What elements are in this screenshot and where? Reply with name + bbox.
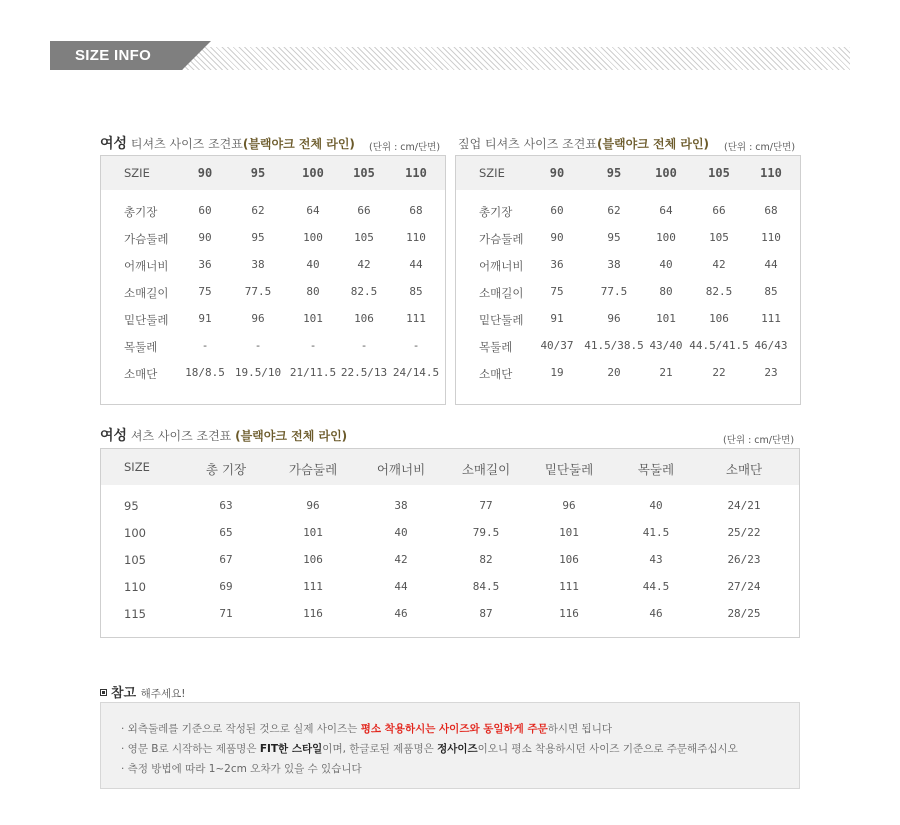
women-shirt-cell: 46 bbox=[394, 607, 408, 620]
notes-box bbox=[100, 702, 800, 789]
women-tee-cell: 42 bbox=[357, 258, 371, 271]
zip-tee-cell: 110 bbox=[761, 231, 781, 244]
women-tee-table bbox=[100, 155, 446, 405]
women-tee-cell: 80 bbox=[306, 285, 320, 298]
zip-tee-cell: 82.5 bbox=[705, 285, 733, 298]
note-line-1 bbox=[121, 721, 612, 736]
women-tee-cell: - bbox=[309, 339, 317, 352]
women-tee-size-col: 110 bbox=[405, 166, 427, 180]
women-tee-cell: 64 bbox=[306, 204, 320, 217]
women-tee-cell: 106 bbox=[354, 312, 374, 325]
zip-tee-cell: 64 bbox=[659, 204, 673, 217]
zip-tee-cell: 60 bbox=[550, 204, 564, 217]
women-shirt-cell: 106 bbox=[559, 553, 579, 566]
women-shirt-table bbox=[100, 448, 800, 638]
women-shirt-row-size: 100 bbox=[124, 526, 146, 540]
women-shirt-cell: 26/23 bbox=[727, 553, 761, 566]
women-tee-size-header: SZIE bbox=[124, 166, 150, 180]
zip-tee-cell: 100 bbox=[656, 231, 676, 244]
women-tee-title bbox=[100, 133, 355, 153]
women-shirt-row-size: 110 bbox=[124, 580, 146, 594]
women-tee-row-label: 총기장 bbox=[124, 205, 158, 219]
note-line-2-fit: FIT한 스타일 bbox=[259, 743, 323, 755]
women-tee-row-label: 밑단둘레 bbox=[124, 313, 169, 327]
zip-tee-size-header: SZIE bbox=[479, 166, 505, 180]
note-line-1-highlight: 평소 착용하시는 사이즈와 동일하게 주문 bbox=[360, 723, 548, 735]
zip-tee-title-line: (블랙야크 전체 라인) bbox=[596, 137, 710, 151]
zip-tee-cell: 80 bbox=[659, 285, 673, 298]
zip-tee-row-label: 총기장 bbox=[479, 205, 513, 219]
zip-tee-cell: 105 bbox=[709, 231, 729, 244]
women-shirt-cell: 111 bbox=[559, 580, 579, 593]
women-shirt-title-main: 여성 bbox=[100, 428, 128, 444]
women-shirt-cell: 84.5 bbox=[472, 580, 500, 593]
women-shirt-cell: 87 bbox=[479, 607, 493, 620]
women-tee-unit: (단위 : cm/단면) bbox=[369, 142, 441, 153]
women-tee-cell: 21/11.5 bbox=[289, 366, 337, 379]
zip-tee-row-label: 어깨너비 bbox=[479, 259, 524, 273]
zip-tee-cell: 19 bbox=[550, 366, 564, 379]
zip-tee-row-label: 목둘레 bbox=[479, 340, 513, 354]
women-tee-row-label: 목둘레 bbox=[124, 340, 158, 354]
zip-tee-title-rest: 짚업 티셔츠 사이즈 조견표 bbox=[458, 137, 597, 151]
zip-tee-cell: 91 bbox=[550, 312, 564, 325]
women-tee-cell: 44 bbox=[409, 258, 423, 271]
zip-tee-cell: 85 bbox=[764, 285, 778, 298]
zip-tee-cell: 44 bbox=[764, 258, 778, 271]
zip-tee-cell: 21 bbox=[659, 366, 673, 379]
zip-tee-cell: 40/37 bbox=[540, 339, 574, 352]
women-shirt-cell: 28/25 bbox=[727, 607, 761, 620]
women-shirt-col-header: 총 기장 bbox=[205, 462, 247, 477]
zip-tee-cell: 111 bbox=[761, 312, 781, 325]
zip-tee-cell: 43/40 bbox=[649, 339, 683, 352]
women-shirt-cell: 40 bbox=[649, 499, 663, 512]
note-line-3: · 측정 방법에 따라 1~2cm 오차가 있을 수 있습니다 bbox=[121, 763, 362, 775]
zip-tee-cell: 38 bbox=[607, 258, 621, 271]
header-stripe-pattern bbox=[182, 47, 850, 70]
women-tee-cell: 90 bbox=[198, 231, 212, 244]
women-tee-row-label: 어깨너비 bbox=[124, 259, 169, 273]
women-shirt-row-size: 95 bbox=[124, 499, 139, 513]
women-shirt-cell: 24/21 bbox=[727, 499, 761, 512]
women-shirt-cell: 46 bbox=[649, 607, 663, 620]
notes-title bbox=[100, 682, 185, 701]
women-tee-cell: 68 bbox=[409, 204, 423, 217]
zip-tee-row-label: 가슴둘레 bbox=[479, 232, 524, 246]
women-shirt-cell: 101 bbox=[559, 526, 579, 539]
women-shirt-col-header: 소매길이 bbox=[461, 462, 511, 477]
zip-tee-cell: 22 bbox=[712, 366, 726, 379]
women-shirt-col-header: 어깨너비 bbox=[376, 462, 426, 477]
women-tee-cell: - bbox=[201, 339, 209, 352]
zip-tee-title bbox=[458, 135, 709, 152]
women-shirt-cell: 67 bbox=[219, 553, 233, 566]
women-tee-cell: 95 bbox=[251, 231, 265, 244]
women-tee-cell: 75 bbox=[198, 285, 212, 298]
women-shirt-cell: 101 bbox=[303, 526, 323, 539]
zip-tee-unit: (단위 : cm/단면) bbox=[724, 142, 796, 153]
women-tee-cell: 38 bbox=[251, 258, 265, 271]
notes-title-suffix: 해주세요! bbox=[140, 688, 186, 700]
women-tee-cell: 111 bbox=[406, 312, 426, 325]
women-tee-cell: 105 bbox=[354, 231, 374, 244]
note-line-2 bbox=[121, 741, 738, 756]
women-shirt-cell: 71 bbox=[219, 607, 233, 620]
zip-tee-size-col: 105 bbox=[708, 166, 730, 180]
note-line-2-a: · 영문 B로 시작하는 제품명은 bbox=[121, 743, 260, 755]
zip-tee-cell: 90 bbox=[550, 231, 564, 244]
women-tee-size-col: 100 bbox=[302, 166, 324, 180]
women-shirt-cell: 40 bbox=[394, 526, 408, 539]
zip-tee-row-label: 소매단 bbox=[479, 367, 513, 381]
zip-tee-cell: 96 bbox=[607, 312, 621, 325]
women-shirt-unit: (단위 : cm/단면) bbox=[723, 435, 795, 446]
zip-tee-row-label: 소매길이 bbox=[479, 286, 524, 300]
women-tee-cell: 77.5 bbox=[244, 285, 272, 298]
women-tee-title-rest: 티셔츠 사이즈 조견표 bbox=[130, 137, 243, 151]
women-shirt-cell: 79.5 bbox=[472, 526, 500, 539]
zip-tee-size-col: 95 bbox=[606, 166, 622, 180]
zip-tee-cell: 101 bbox=[656, 312, 676, 325]
notes-title-main: 참고 bbox=[111, 686, 137, 701]
note-line-1-b: 하시면 됩니다 bbox=[547, 723, 612, 735]
women-tee-cell: 19.5/10 bbox=[234, 366, 282, 379]
women-tee-header-row bbox=[101, 156, 445, 190]
zip-tee-cell: 68 bbox=[764, 204, 778, 217]
women-shirt-title-line: (블랙야크 전체 라인) bbox=[235, 429, 348, 443]
women-tee-cell: 91 bbox=[198, 312, 212, 325]
women-shirt-cell: 77 bbox=[479, 499, 493, 512]
zip-tee-cell: 23 bbox=[764, 366, 778, 379]
women-shirt-cell: 65 bbox=[219, 526, 233, 539]
women-tee-cell: 18/8.5 bbox=[185, 366, 225, 379]
header-title: SIZE INFO bbox=[50, 41, 182, 70]
women-shirt-cell: 116 bbox=[303, 607, 323, 620]
women-tee-cell: 100 bbox=[303, 231, 323, 244]
women-shirt-cell: 27/24 bbox=[727, 580, 761, 593]
women-tee-cell: 96 bbox=[251, 312, 265, 325]
note-line-1-a: · 외측둘레를 기준으로 작성된 것으로 실제 사이즈는 bbox=[121, 723, 361, 735]
women-tee-cell: 101 bbox=[303, 312, 323, 325]
women-shirt-title bbox=[100, 425, 347, 445]
women-shirt-cell: 44.5 bbox=[642, 580, 670, 593]
women-tee-size-col: 95 bbox=[250, 166, 266, 180]
note-line-2-regular: 정사이즈 bbox=[437, 743, 478, 755]
zip-tee-cell: 95 bbox=[607, 231, 621, 244]
zip-tee-cell: 20 bbox=[607, 366, 621, 379]
women-shirt-col-header: 밑단둘레 bbox=[544, 462, 594, 477]
women-tee-cell: 110 bbox=[406, 231, 426, 244]
zip-tee-cell: 40 bbox=[659, 258, 673, 271]
women-shirt-cell: 41.5 bbox=[642, 526, 670, 539]
women-tee-size-col: 105 bbox=[353, 166, 375, 180]
zip-tee-cell: 42 bbox=[712, 258, 726, 271]
women-shirt-row-size: 115 bbox=[124, 607, 146, 621]
women-shirt-col-header: 목둘레 bbox=[637, 462, 675, 477]
women-tee-cell: - bbox=[412, 339, 420, 352]
women-shirt-col-header: 소매단 bbox=[725, 462, 763, 477]
women-shirt-title-rest: 셔츠 사이즈 조견표 bbox=[130, 429, 232, 443]
women-tee-cell: 22.5/13 bbox=[340, 366, 388, 379]
women-tee-cell: 82.5 bbox=[350, 285, 378, 298]
square-icon bbox=[100, 689, 107, 696]
header-tab-corner bbox=[182, 41, 211, 70]
zip-tee-table bbox=[455, 155, 801, 405]
zip-tee-size-col: 90 bbox=[549, 166, 565, 180]
women-tee-cell: 40 bbox=[306, 258, 320, 271]
zip-tee-cell: 41.5/38.5 bbox=[584, 339, 644, 352]
women-shirt-cell: 63 bbox=[219, 499, 233, 512]
women-tee-cell: 60 bbox=[198, 204, 212, 217]
women-shirt-cell: 43 bbox=[649, 553, 663, 566]
women-tee-title-main: 여성 bbox=[100, 136, 128, 152]
women-tee-cell: - bbox=[360, 339, 368, 352]
women-shirt-cell: 82 bbox=[479, 553, 493, 566]
women-shirt-cell: 69 bbox=[219, 580, 233, 593]
zip-tee-header-row bbox=[456, 156, 800, 190]
women-shirt-cell: 42 bbox=[394, 553, 408, 566]
women-tee-cell: 36 bbox=[198, 258, 212, 271]
women-tee-row-label: 소매단 bbox=[124, 367, 158, 381]
women-shirt-cell: 38 bbox=[394, 499, 408, 512]
women-shirt-cell: 111 bbox=[303, 580, 323, 593]
zip-tee-cell: 106 bbox=[709, 312, 729, 325]
women-shirt-col-header: 가슴둘레 bbox=[288, 462, 338, 477]
zip-tee-row-label: 밑단둘레 bbox=[479, 313, 524, 327]
women-tee-cell: 66 bbox=[357, 204, 371, 217]
women-shirt-cell: 96 bbox=[306, 499, 320, 512]
women-tee-row-label: 소매길이 bbox=[124, 286, 169, 300]
women-shirt-cell: 96 bbox=[562, 499, 576, 512]
zip-tee-cell: 46/43 bbox=[754, 339, 788, 352]
women-tee-row-label: 가슴둘레 bbox=[124, 232, 169, 246]
zip-tee-cell: 77.5 bbox=[600, 285, 628, 298]
zip-tee-cell: 66 bbox=[712, 204, 726, 217]
note-line-2-c: 이오니 평소 착용하시던 사이즈 기준으로 주문해주십시오 bbox=[477, 743, 738, 755]
women-tee-cell: 85 bbox=[409, 285, 423, 298]
women-shirt-size-header: SIZE bbox=[124, 460, 150, 474]
women-shirt-row-size: 105 bbox=[124, 553, 146, 567]
zip-tee-cell: 75 bbox=[550, 285, 564, 298]
zip-tee-cell: 62 bbox=[607, 204, 621, 217]
women-shirt-cell: 106 bbox=[303, 553, 323, 566]
women-shirt-cell: 44 bbox=[394, 580, 408, 593]
women-shirt-cell: 25/22 bbox=[727, 526, 761, 539]
women-tee-title-line: (블랙야크 전체 라인) bbox=[242, 137, 355, 151]
women-tee-cell: - bbox=[254, 339, 262, 352]
zip-tee-size-col: 110 bbox=[760, 166, 782, 180]
women-shirt-cell: 116 bbox=[559, 607, 579, 620]
women-tee-size-col: 90 bbox=[197, 166, 213, 180]
zip-tee-size-col: 100 bbox=[655, 166, 677, 180]
women-tee-cell: 62 bbox=[251, 204, 265, 217]
size-info-header bbox=[50, 41, 850, 70]
women-tee-cell: 24/14.5 bbox=[392, 366, 440, 379]
zip-tee-cell: 36 bbox=[550, 258, 564, 271]
zip-tee-cell: 44.5/41.5 bbox=[689, 339, 749, 352]
note-line-2-b: 이며, 한글로된 제품명은 bbox=[322, 743, 438, 755]
